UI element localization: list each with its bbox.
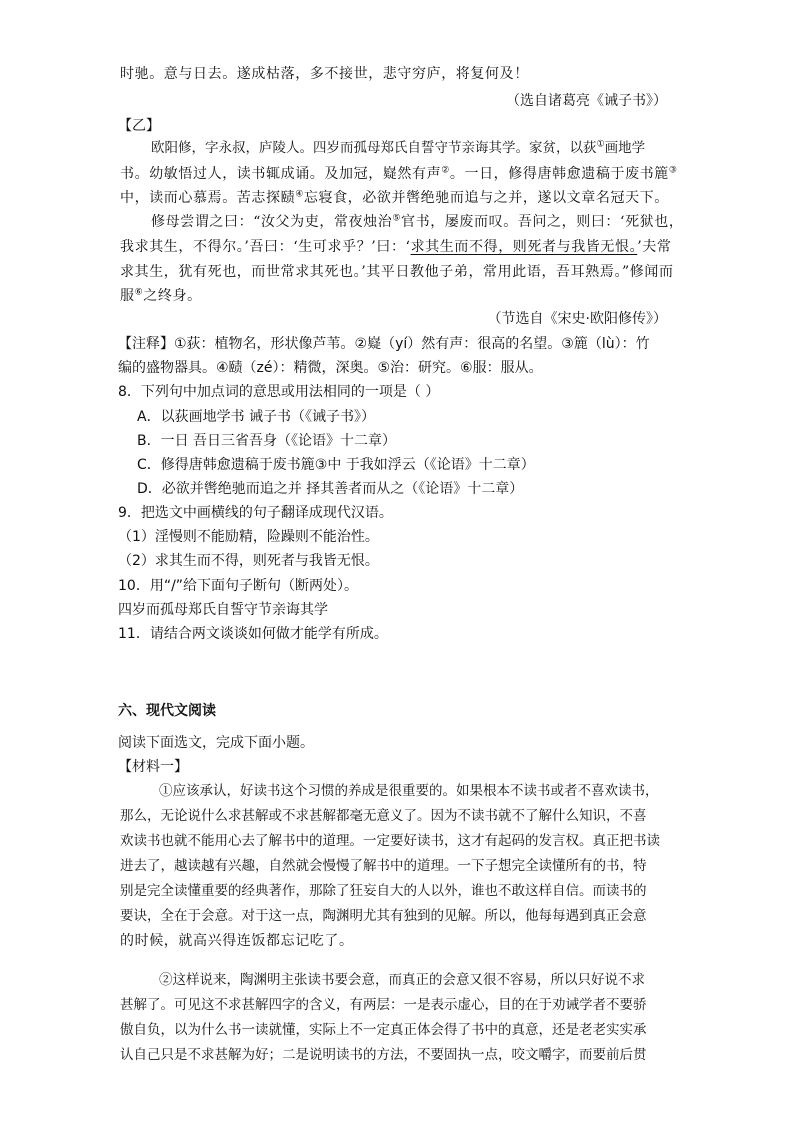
text-line: 求其生，犹有死也，而世常求其死也。’其平日教他子弟，常用此语，吾耳熟焉。”修闻而: [120, 264, 674, 280]
question-8: 8．下列句中加点词的意思或用法相同的一项是（ ）: [118, 384, 440, 400]
text-line: 别是完全读懂重要的经典著作，那除了狂妄自大的人以外，谁也不敢这样自信。而读书的: [120, 883, 647, 899]
text-line: 那么，无论说什么求甚解或不求甚解都毫无意义了。因为不读书就不了解什么知识，不喜: [120, 808, 647, 824]
option-a: A．以荻画地学书 诫子书（《诫子书》）: [137, 409, 376, 425]
text-line: ②这样说来，陶渊明主张读书要会意，而真正的会意又很不容易，所以只好说不求: [159, 972, 645, 988]
text-line: 欧阳修，字永叔，庐陵人。四岁而孤母郑氏自誓守节亲诲其学。家贫，以荻①画地学: [151, 139, 646, 156]
question-9-item: （1）淫慢则不能励精，险躁则不能治性。: [118, 529, 379, 545]
option-c: C．修得唐韩愈遗稿于废书簏③中 于我如浮云（《论语》十二章）: [137, 457, 535, 473]
text-line: 书。幼敏悟过人，读书辄成诵。及加冠，嶷然有声②。一日，修得唐韩愈遗稿于废书簏③: [120, 165, 678, 182]
text-line: 进去了，越读越有兴趣，自然就会慢慢了解书中的道理。一下子想完全读懂所有的书，特: [120, 858, 647, 874]
question-10: 10．用“/”给下面句子断句（断两处）。: [118, 578, 359, 594]
text-line: 要诀，全在于会意。对于这一点，陶渊明尤其有独到的见解。所以，他每每遇到真正会意: [120, 908, 647, 924]
text-line: 服⑥之终身。: [120, 287, 202, 304]
text-line: 修母尝谓之曰：“汝父为吏，常夜烛治⑤官书，屡废而叹。吾问之，则曰：‘死狱也，: [151, 213, 684, 230]
text-line: 认自己只是不求甚解为好；二是说明读书的方法，不要固执一点，咬文嚼字，而要前后贯: [120, 1047, 647, 1063]
section-title: 六、现代文阅读: [118, 703, 216, 719]
source-citation: （节选自《宋史·欧阳修传》）: [487, 311, 667, 327]
text-line: 时驰。意与日去。遂成枯落，多不接世，悲守穷庐，将复何及！: [120, 66, 529, 82]
text-line: 中，读而心慕焉。苦志探赜④忘寝食，必欲并辔绝驰而追与之并，遂以文章名冠天下。: [120, 189, 669, 206]
notes-line: 【注释】①荻：植物名，形状像芦苇。②嶷（yí）然有声：很高的名望。③簏（lù）：竹: [118, 336, 650, 352]
text-line: 我求其生，不得尔。’吾曰：‘生可求乎？’曰：‘求其生而不得，则死者与我皆无恨。’夫常: [120, 239, 672, 255]
notes-line: 编的盛物器具。④赜（zé）：精微，深奥。⑤治：研究。⑥服：服从。: [118, 360, 543, 376]
text-line: 傲自负，以为什么书一读就懂，实际上不一定真正体会得了书中的真意，还是老老实实承: [120, 1022, 647, 1038]
material-label: 【材料一】: [118, 759, 188, 775]
text-line: 的时候，就高兴得连饭都忘记吃了。: [120, 933, 354, 949]
text-line: ①应该承认，好读书这个习惯的养成是很重要的。如果根本不读书或者不喜欢读书，: [159, 783, 659, 799]
option-d: D．必欲并辔绝驰而追之并 择其善者而从之（《论语》十二章）: [137, 481, 524, 497]
text-line: 欢读书也就不能用心去了解书中的道理。一定要好读书，这才有起码的发言权。真正把书读: [120, 833, 660, 849]
question-9-item: （2）求其生而不得，则死者与我皆无恨。: [118, 553, 379, 569]
underlined-sentence: 求其生而不得，则死者与我皆无恨。: [410, 239, 638, 255]
instruction: 阅读下面选文，完成下面小题。: [118, 735, 314, 751]
question-9: 9．把选文中画横线的句子翻译成现代汉语。: [118, 505, 393, 521]
question-10-text: 四岁而孤母郑氏自誓守节亲诲其学: [118, 602, 328, 618]
text-line: 甚解了。可见这不求甚解四字的含义，有两层：一是表示虚心，目的在于劝诫学者不要骄: [120, 997, 647, 1013]
source-citation: （选自诸葛亮《诫子书》）: [506, 93, 667, 109]
option-b: B．一日 吾日三省吾身（《论语》十二章）: [137, 433, 397, 449]
question-11: 11．请结合两文谈谈如何做才能学有所成。: [118, 626, 388, 642]
section-heading-yi: 【乙】: [118, 118, 160, 134]
